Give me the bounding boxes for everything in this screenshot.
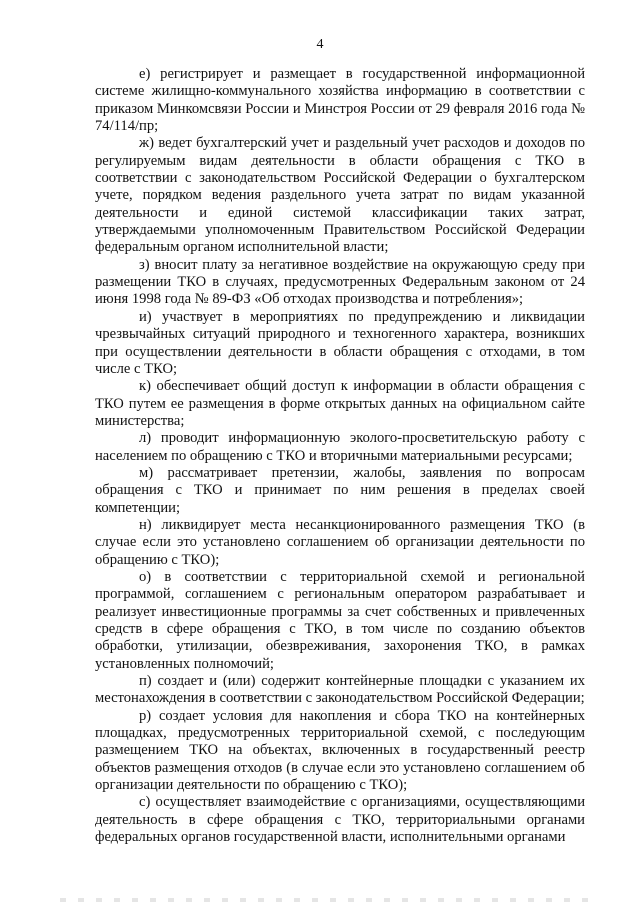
- document-body: [95, 66, 585, 846]
- paragraph-k: к) обеспечивает общий доступ к информации в области обращения с ТКО путем ее размещения в форме открытых данных на официальном сайте министерства;: [95, 378, 585, 429]
- scan-artifact: [60, 898, 600, 902]
- paragraph-s: с) осуществляет взаимодействие с организациями, осуществляющими деятельность в сфере обращения с ТКО, территориальными органами федеральных органов государственной власти, исполнительными органами: [95, 794, 585, 846]
- paragraph-o: о) в соответствии с территориальной схемой и региональной программой, соглашением с региональным оператором разрабатывает и реализует инвестиционные программы за счет собственных и привлеченных средств в сфере обращения с ТКО, в том числе по созданию объектов обработки, утилизации, обезвреживания, захоронения ТКО, в рамках установленных полномочий;: [95, 568, 585, 672]
- paragraph-n: н) ликвидирует места несанкционированного размещения ТКО (в случае если это установлено соглашением об организации деятельности по обращению с ТКО);: [95, 516, 585, 568]
- paragraph-i: и) участвует в мероприятиях по предупреждению и ликвидации чрезвычайных ситуаций природного и техногенного характера, возникших при осуществлении деятельности в области обращения с отходами, в том числе с ТКО;: [95, 308, 585, 377]
- paragraph-r: р) создает условия для накопления и сбора ТКО на контейнерных площадках, предусмотренных территориальной схемой, с последующим размещением ТКО на объектах, включенных в государственный реестр объектов размещения отходов (в случае если это установлено соглашением об организации деятельности по обращению с ТКО);: [95, 707, 585, 794]
- paragraph-e: е) регистрирует и размещает в государственной информационной системе жилищно-коммунального хозяйства информацию в соответствии с приказом Минкомсвязи России и Минстроя России от 29 февраля 2016 года № 74/114/пр;: [95, 66, 585, 135]
- paragraph-z: з) вносит плату за негативное воздействие на окружающую среду при размещении ТКО в случаях, предусмотренных Федеральным законом от 24 июня 1998 года № 89-ФЗ «Об отходах производства и потребления»;: [95, 256, 585, 308]
- paragraph-m: м) рассматривает претензии, жалобы, заявления по вопросам обращения с ТКО и принимает по ним решения в пределах своей компетенции;: [95, 464, 585, 516]
- page-number: 4: [316, 37, 324, 52]
- paragraph-l: л) проводит информационную эколого-просветительскую работу с населением по обращению с ТКО и вторичными материальными ресурсами;: [95, 430, 585, 464]
- paragraph-p: п) создает и (или) содержит контейнерные площадки с указанием их местонахождения в соответствии с законодательством Российской Федерации;: [95, 673, 585, 707]
- paragraph-zh: ж) ведет бухгалтерский учет и раздельный учет расходов и доходов по регулируемым видам деятельности в области обращения с ТКО в соответствии с законодательством Российской Федерации о бухгалтерском учете, порядком ведения раздельного учета затрат по видам указанной деятельности и единой системой классификации таких затрат, утверждаемыми уполномоченным Правительством Российской Федерации федеральным органом исполнительной власти;: [95, 135, 585, 256]
